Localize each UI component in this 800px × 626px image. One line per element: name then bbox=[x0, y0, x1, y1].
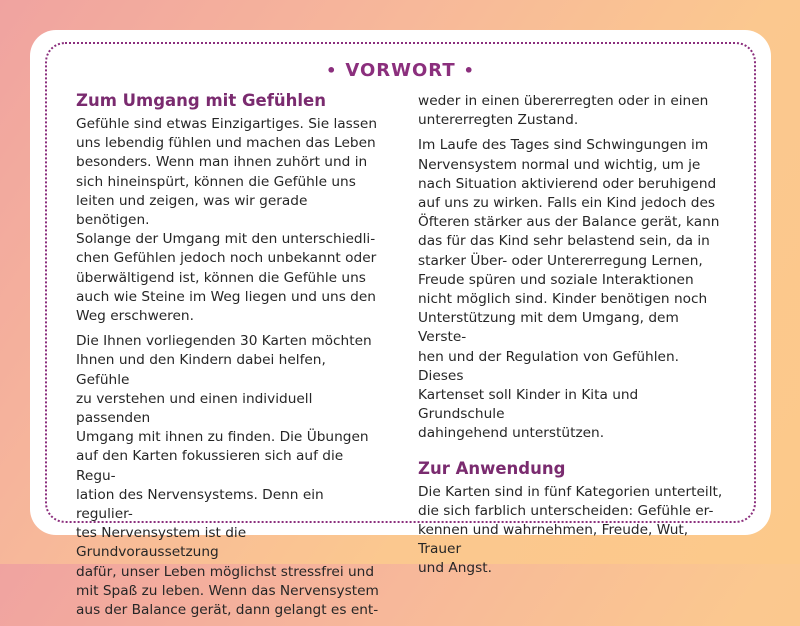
text-line: weder in einen übererregten oder in einen bbox=[418, 93, 709, 109]
text-line: aus der Balance gerät, dann gelangt es ent- bbox=[76, 602, 379, 619]
text-line: uns lebendig fühlen und machen das Leben bbox=[76, 135, 376, 152]
paragraph bbox=[76, 115, 382, 326]
card bbox=[30, 30, 771, 619]
title-bar bbox=[30, 60, 771, 81]
text-line: Unterstützung mit dem Umgang, dem Verste- bbox=[418, 310, 679, 346]
text-line: starker Über- oder Untererregung Lernen, bbox=[418, 252, 703, 269]
text-line: Nervensystem normal und wichtig, um je bbox=[418, 156, 701, 173]
text-line: und Angst. bbox=[418, 560, 492, 577]
text-line: untererregten Zustand. bbox=[418, 112, 579, 129]
text-line: nicht möglich sind. Kinder benötigen noch bbox=[418, 291, 708, 308]
text-line: zu verstehen und einen individuell passenden bbox=[76, 390, 313, 427]
right-column bbox=[418, 92, 724, 585]
text-line: Weg erschweren. bbox=[76, 308, 194, 325]
text-line: Ihnen und den Kindern dabei helfen, Gefühle bbox=[76, 352, 326, 388]
text-line: nach Situation aktivierend oder beruhigend bbox=[418, 175, 717, 192]
text-line: auch wie Steine im Weg liegen und uns den bbox=[76, 288, 376, 305]
text-line: kennen und wahrnehmen, Freude, Wut, Trauer bbox=[418, 522, 689, 558]
paragraph bbox=[76, 332, 382, 620]
bullet-dot-icon: • bbox=[326, 61, 338, 80]
paragraph bbox=[418, 483, 724, 579]
text-line: die sich farblich unterscheiden: Gefühle er- bbox=[418, 502, 714, 519]
paragraph bbox=[418, 92, 724, 130]
text-line: dafür, unser Leben möglichst stressfrei und bbox=[76, 563, 375, 580]
text-line: tes Nervensystem ist die Grundvoraussetzung bbox=[76, 525, 247, 561]
text-line: Gefühle sind etwas Einzigartiges. Sie lassen bbox=[76, 116, 378, 132]
left-column bbox=[76, 90, 382, 626]
section-heading-umgang: Zum Umgang mit Gefühlen bbox=[76, 91, 326, 110]
text-line: leiten und zeigen, was wir gerade benötigen. bbox=[76, 192, 308, 229]
text-line: Öfteren stärker aus der Balance gerät, kann bbox=[418, 214, 720, 231]
section-heading-anwendung: Zur Anwendung bbox=[418, 458, 566, 478]
text-line: Die Ihnen vorliegenden 30 Karten möchten bbox=[76, 333, 372, 350]
text-line: auf uns zu wirken. Falls ein Kind jedoch des bbox=[418, 195, 716, 212]
text-line: chen Gefühlen jedoch noch unbekannt oder bbox=[76, 250, 377, 267]
text-line: Im Laufe des Tages sind Schwingungen im bbox=[418, 137, 709, 154]
text-line: lation des Nervensystems. Denn ein regulier- bbox=[76, 486, 324, 523]
text-line: Solange der Umgang mit den unterschiedli- bbox=[76, 231, 376, 248]
text-line: Umgang mit ihnen zu finden. Die Übungen bbox=[76, 429, 369, 446]
text-line: das für das Kind sehr belastend sein, da in bbox=[418, 233, 710, 250]
bullet-dot-icon: • bbox=[463, 61, 475, 80]
text-line: besonders. Wenn man ihnen zuhört und in bbox=[76, 154, 368, 171]
paragraph bbox=[418, 136, 724, 443]
text-line: dahingehend unterstützen. bbox=[418, 425, 605, 442]
text-line: hen und der Regulation von Gefühlen. Dieses bbox=[418, 348, 679, 384]
text-line: überwältigend ist, können die Gefühle uns bbox=[76, 269, 366, 286]
text-line: Kartenset soll Kinder in Kita und Grundschule bbox=[418, 387, 639, 423]
text-line: mit Spaß zu leben. Wenn das Nervensystem bbox=[76, 582, 379, 599]
page-title-text: VORWORT bbox=[345, 60, 456, 81]
text-line: sich hineinspürt, können die Gefühle uns bbox=[76, 173, 356, 190]
text-line: auf den Karten fokussieren sich auf die Regu- bbox=[76, 448, 344, 484]
text-line: Die Karten sind in fünf Kategorien unterteilt, bbox=[418, 483, 723, 500]
text-line: Freude spüren und soziale Interaktionen bbox=[418, 271, 694, 288]
page-title bbox=[318, 60, 483, 81]
